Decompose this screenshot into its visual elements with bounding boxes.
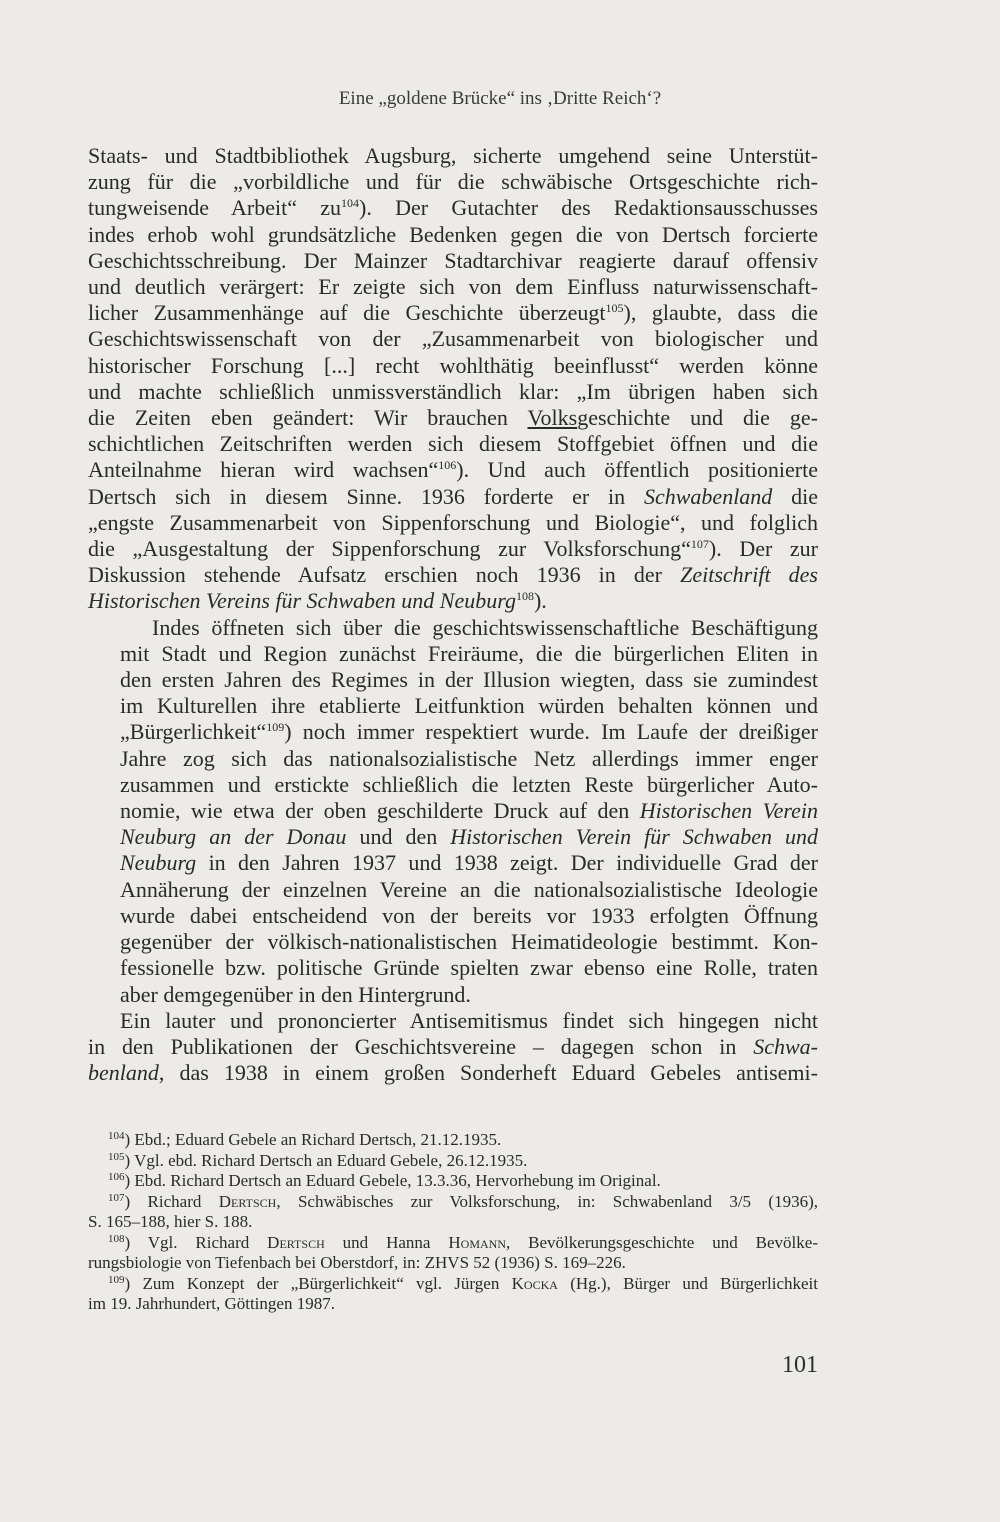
text-line: aber demgegenüber in den Hintergrund. xyxy=(120,981,471,1007)
body-text xyxy=(88,143,818,1086)
footnotes xyxy=(88,1130,818,1315)
text-line: licher Zusammenhänge auf die Geschichte überzeugt$^{105}$), glaubte, dass die xyxy=(88,300,818,326)
paragraph-1 xyxy=(88,143,818,615)
text-line: Neuburg an der Donau und den Historischen Verein für Schwaben und xyxy=(120,824,819,850)
text-line: Historischen Vereins für Schwaben und Neuburg$^{108}$). xyxy=(88,588,547,614)
text-line: schichtlichen Zeitschriften werden sich diesem Stoffgebiet öffnen und die xyxy=(88,431,818,457)
text-line: Jahre zog sich das nationalsozialistische Netz allerdings immer enger xyxy=(120,745,818,771)
text-line: „Bürgerlichkeit“$^{109}$) noch immer respektiert wurde. Im Laufe der dreißiger xyxy=(120,719,818,745)
text-line: zusammen und erstickte schließlich die letzten Reste bürgerlicher Auto- xyxy=(120,771,818,797)
footnote-ref-109: 109 xyxy=(266,720,285,735)
text-line: die Zeiten eben geändert: Wir brauchen Volksgeschichte und die ge- xyxy=(88,405,818,431)
text-line: Staats- und Stadtbibliothek Augsburg, sicherte umgehend seine Unterstüt- xyxy=(88,143,818,168)
text-line: tungweisende Arbeit“ zu$^{104}$). Der Gutachter des Redaktionsausschusses xyxy=(88,195,818,221)
footnote-ref-106: 106 xyxy=(438,458,457,473)
text-line: Anteilnahme hieran wird wachsen“$^{106}$). Und auch öffentlich positionierte xyxy=(88,457,819,483)
footnote-105: $^{105}$) Vgl. ebd. Richard Dertsch an Eduard Gebele, 26.12.1935. xyxy=(108,1150,528,1170)
text-line: historischer Forschung [...] recht wohlthätig beeinflusst“ werden könne xyxy=(88,352,818,378)
text-line: wurde dabei entscheidend von der bereits vor 1933 erfolgten Öffnung xyxy=(120,902,818,928)
text-line: zung für die „vorbildliche und für die schwäbische Ortsgeschichte rich- xyxy=(88,169,818,195)
text-line: indes erhob wohl grundsätzliche Bedenken gegen die von Dertsch forcierte xyxy=(88,221,818,247)
text-line: in den Publikationen der Geschichtsvereine – dagegen schon in Schwa- xyxy=(88,1033,818,1059)
text-line: Diskussion stehende Aufsatz erschien noch 1936 in der Zeitschrift des xyxy=(88,562,818,588)
footnote-104: $^{104}$) Ebd.; Eduard Gebele an Richard Dertsch, 21.12.1935. xyxy=(108,1130,502,1149)
footnote-108: $^{108}$) Vgl. Richard Dertsch und Hanna Homann, Bevölkerungsgeschichte und Bevölke- rungsbiologie von Tiefenbach bei Oberstdorf, in: ZHVS 52 (1936) S. 169–226. xyxy=(88,1232,818,1272)
text-line: gegenüber der völkisch-nationalistischen Heimatideologie bestimmt. Kon- xyxy=(120,929,818,955)
footnote-107: $^{107}$) Richard Dertsch, Schwäbisches zur Volksforschung, in: Schwabenland 3/5 (1936), S. 165–188, hier S. 188. xyxy=(88,1191,818,1231)
footnote-ref-107: 107 xyxy=(690,537,709,552)
text-line: nomie, wie etwa der oben geschilderte Druck auf den Historischen Verein xyxy=(120,798,819,824)
text-line: die „Ausgestaltung der Sippenforschung zur Volksforschung“$^{107}$). Der zur xyxy=(88,536,818,562)
paragraph-2 xyxy=(88,615,818,1008)
running-head: Eine „goldene Brücke“ ins ‚Dritte Reich‘? xyxy=(338,88,662,109)
text-line: „engste Zusammenarbeit von Sippenforschung und Biologie“, und folglich xyxy=(88,509,818,535)
text-line: den ersten Jahren des Regimes in der Illusion wiegten, dass sie zumindest xyxy=(120,667,818,693)
text-line: und machte schließlich unmissverständlich klar: „Im übrigen haben sich xyxy=(88,378,818,404)
page-number: 101 xyxy=(782,1352,818,1378)
footnote-109: $^{109}$) Zum Konzept der „Bürgerlichkeit“ vgl. Jürgen Kocka (Hg.), Bürger und Bürgerlichkeit im 19. Jahrhundert, Göttingen 1987. xyxy=(88,1273,819,1313)
text-line: benland, das 1938 in einem großen Sonderheft Eduard Gebeles antisemi- xyxy=(88,1060,818,1086)
text-line: fessionelle bzw. politische Gründe spielten zwar ebenso eine Rolle, traten xyxy=(120,955,818,981)
footnote-106: $^{106}$) Ebd. Richard Dertsch an Eduard Gebele, 13.3.36, Hervorhebung im Original. xyxy=(108,1171,661,1190)
paragraph-3 xyxy=(88,1008,818,1087)
text-line: Ein lauter und prononcierter Antisemitismus findet sich hingegen nicht xyxy=(120,1007,818,1033)
text-line: Geschichtsschreibung. Der Mainzer Stadtarchivar reagierte darauf offensiv xyxy=(88,247,818,273)
text-line: Neuburg in den Jahren 1937 und 1938 zeigt. Der individuelle Grad der xyxy=(120,850,818,876)
footnote-ref-104: 104 xyxy=(341,196,359,211)
underlined-emphasis: Volks xyxy=(527,405,578,431)
text-line: mit Stadt und Region zunächst Freiräume, die die bürgerlichen Eliten in xyxy=(120,640,818,666)
text-line: und deutlich verärgert: Er zeigte sich von dem Einfluss naturwissenschaft- xyxy=(88,274,818,300)
text-line: Annäherung der einzelnen Vereine an die nationalsozialistische Ideologie xyxy=(120,876,818,902)
footnote-ref-105: 105 xyxy=(605,301,624,316)
text-line: Geschichtswissenschaft von der „Zusammenarbeit von biologischer und xyxy=(88,326,818,352)
text-line: im Kulturellen ihre etablierte Leitfunktion würden behalten können und xyxy=(120,693,818,719)
footnote-ref-108: 108 xyxy=(515,589,534,604)
text-line: Dertsch sich in diesem Sinne. 1936 forderte er in Schwabenland die xyxy=(88,483,818,509)
text-line: Indes öffneten sich über die geschichtswissenschaftliche Beschäftigung xyxy=(152,614,818,640)
